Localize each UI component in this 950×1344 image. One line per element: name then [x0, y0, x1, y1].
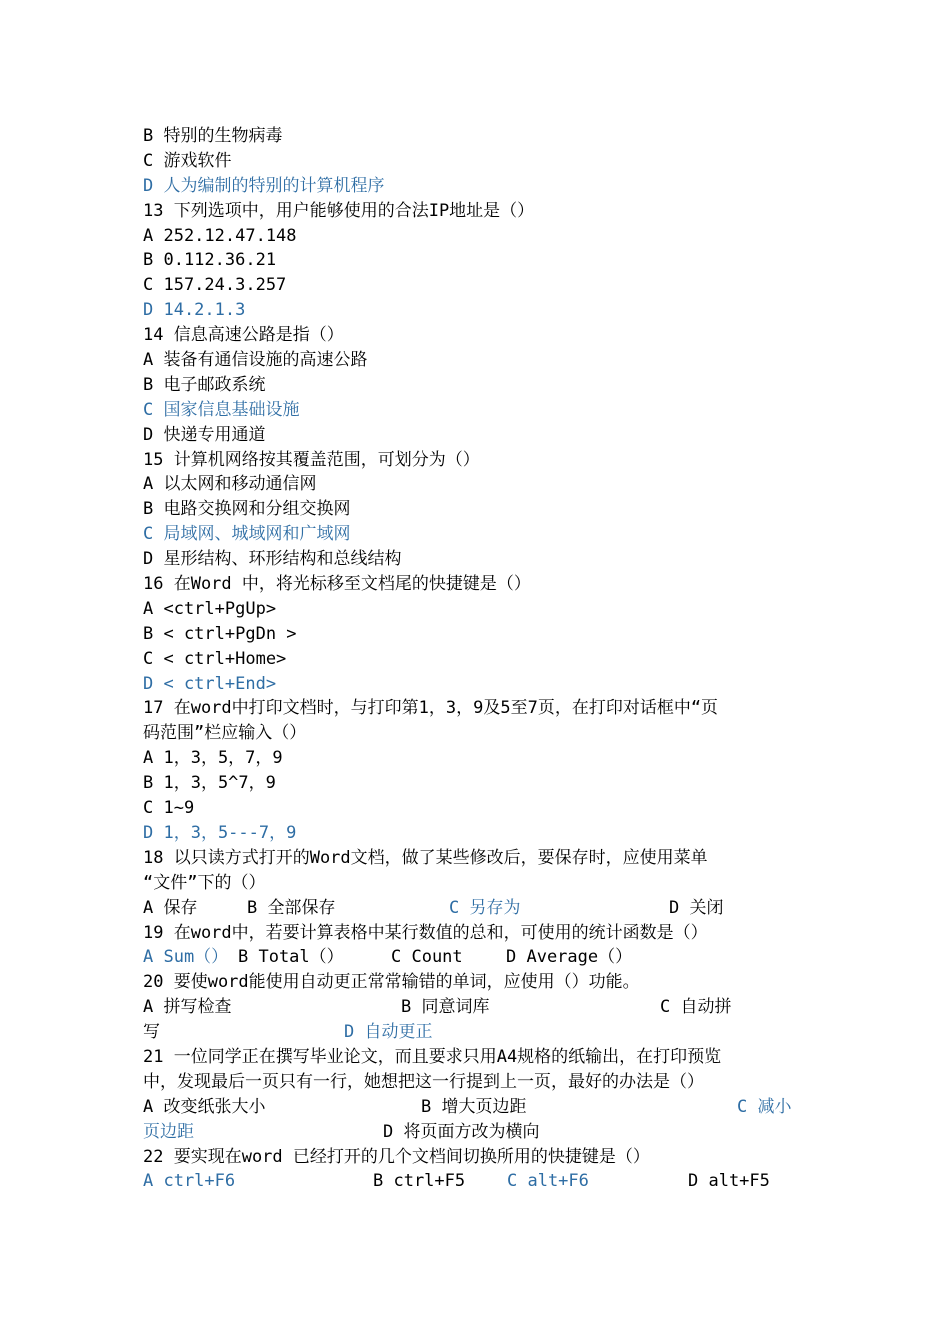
question-text: 19 在word中，若要计算表格中某行数值的总和，可使用的统计函数是（）	[143, 922, 708, 943]
option: B 电子邮政系统	[143, 374, 266, 395]
options-line	[143, 945, 813, 970]
option: C 自动拼	[660, 997, 732, 1018]
answer-option: D 自动更正	[344, 1022, 433, 1043]
option: B Total（）	[238, 947, 344, 968]
option: 码范围”栏应输入（）	[143, 723, 307, 744]
answer-option: C 局域网、城域网和广域网	[143, 524, 351, 545]
answer-option: D < ctrl+End>	[143, 673, 277, 694]
option: B 1，3，5^7，9	[143, 773, 276, 794]
option: C 游戏软件	[143, 150, 232, 171]
option: D 将页面方改为横向	[383, 1121, 540, 1142]
option: “文件”下的（）	[143, 872, 266, 893]
option: C 157.24.3.257	[143, 275, 287, 296]
answer-option: D 1，3，5---7，9	[143, 822, 297, 843]
option: B 电路交换网和分组交换网	[143, 499, 351, 520]
option: A 252.12.47.148	[143, 225, 297, 246]
option: A <ctrl+PgUp>	[143, 598, 277, 619]
options-line	[143, 1169, 813, 1194]
option: B 0.112.36.21	[143, 250, 277, 271]
question-text: 21 一位同学正在撰写毕业论文，而且要求只用A4规格的纸输出，在打印预览	[143, 1046, 722, 1067]
question-text: 13 下列选项中，用户能够使用的合法IP地址是（）	[143, 200, 535, 221]
answer-option: C 国家信息基础设施	[143, 399, 300, 420]
question-text: 14 信息高速公路是指（）	[143, 325, 344, 346]
option: 中，发现最后一页只有一行，她想把这一行提到上一页，最好的办法是（）	[143, 1071, 704, 1092]
answer-option: C 减小	[737, 1096, 792, 1117]
question-text: 20 要使word能使用自动更正常常输错的单词，应使用（）功能。	[143, 972, 640, 993]
question-text: 16 在Word 中，将光标移至文档尾的快捷键是（）	[143, 574, 531, 595]
answer-option: D 人为编制的特别的计算机程序	[143, 175, 385, 196]
option: C 1~9	[143, 798, 195, 819]
options-line	[143, 1020, 813, 1045]
option: D 星形结构、环形结构和总线结构	[143, 549, 402, 570]
option: C < ctrl+Home>	[143, 648, 287, 669]
answer-option: 页边距	[143, 1121, 194, 1142]
option: B ctrl+F5	[373, 1171, 466, 1192]
option: A 拼写检查	[143, 997, 232, 1018]
option: A 1，3，5，7，9	[143, 748, 283, 769]
option: B 全部保存	[247, 897, 336, 918]
question-text-block	[143, 124, 813, 1194]
option: C Count	[391, 947, 463, 968]
options-line	[143, 1095, 813, 1120]
question-text: 17 在word中打印文档时，与打印第1，3，9及5至7页，在打印对话框中“页	[143, 698, 719, 719]
option: B 特别的生物病毒	[143, 126, 283, 146]
option: A 保存	[143, 897, 198, 918]
option: D Average（）	[506, 947, 633, 968]
option: A 改变纸张大小	[143, 1096, 266, 1117]
option: B 增大页边距	[421, 1096, 527, 1117]
option: 写	[143, 1022, 160, 1043]
option: D 快递专用通道	[143, 424, 266, 445]
option: B < ctrl+PgDn >	[143, 623, 297, 644]
question-text: 18 以只读方式打开的Word文档，做了某些修改后，要保存时，应使用菜单	[143, 847, 708, 868]
option: A 以太网和移动通信网	[143, 474, 317, 495]
option: D alt+F5	[688, 1171, 770, 1192]
options-line	[143, 1120, 813, 1145]
option: B 同意词库	[401, 997, 490, 1018]
answer-option: A ctrl+F6	[143, 1171, 236, 1192]
option: A 装备有通信设施的高速公路	[143, 350, 368, 371]
answer-option: A Sum（）	[143, 947, 229, 968]
answer-option: D 14.2.1.3	[143, 300, 246, 321]
options-line	[143, 995, 813, 1020]
question-text: 15 计算机网络按其覆盖范围，可划分为（）	[143, 449, 480, 470]
answer-option: C alt+F6	[507, 1171, 589, 1192]
option: D 关闭	[669, 897, 724, 918]
options-line	[143, 896, 813, 921]
answer-option: C 另存为	[449, 897, 521, 918]
question-text: 22 要实现在word 已经打开的几个文档间切换所用的快捷键是（）	[143, 1146, 650, 1167]
